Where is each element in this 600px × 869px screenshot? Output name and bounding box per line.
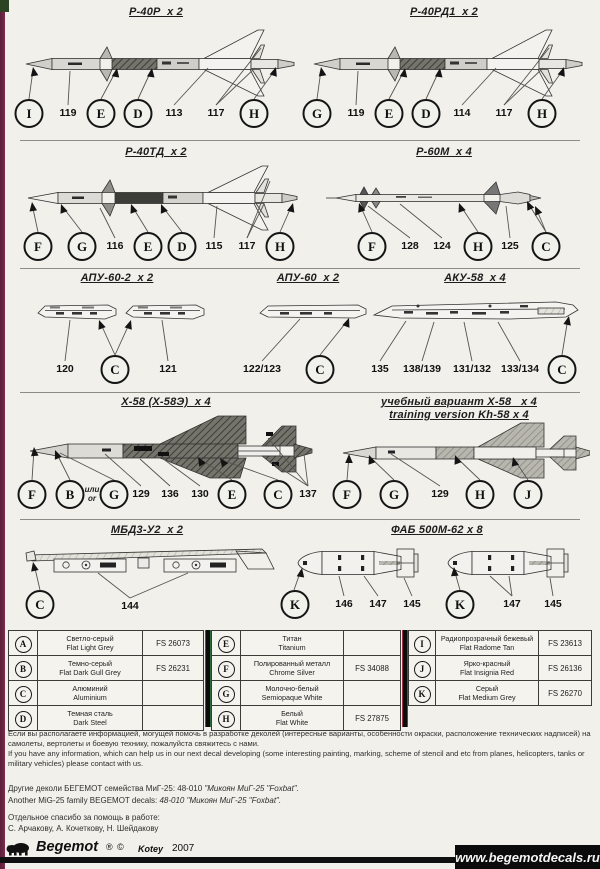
callout-letter: H — [466, 480, 495, 509]
callout-letter: F — [18, 480, 47, 509]
callout-letter: C — [26, 590, 55, 619]
paint-letter: D — [15, 711, 32, 728]
author-signature: Kotey — [138, 844, 164, 854]
fs-code — [344, 631, 401, 656]
paint-letter: A — [15, 636, 32, 653]
callout-letter: F — [333, 480, 362, 509]
callout-letter: G — [380, 480, 409, 509]
paint-letter: B — [15, 661, 32, 678]
section-divider — [20, 140, 580, 141]
callout-number: 145 — [544, 598, 562, 610]
callout-letter: G — [100, 480, 129, 509]
fs-code: FS 23613 — [539, 631, 592, 656]
diagram-title: МБД3-У2 x 2 — [110, 524, 184, 536]
or-label: или or — [84, 485, 100, 503]
website-link[interactable]: www.begemotdecals.ru — [455, 849, 600, 865]
paint-row: A Светло-серый Flat Light Grey FS 26073 — [9, 631, 204, 656]
diagram-title: АПУ-60 x 2 — [276, 272, 340, 284]
callout-letter: H — [528, 99, 557, 128]
paint-row: G Молочно-белый Semiopaque White — [212, 681, 401, 706]
diagram-title: Х-58 (Х-58Э) x 4 — [121, 396, 211, 408]
callout-letter: C — [532, 232, 561, 261]
callout-number: 128 — [401, 240, 419, 252]
diagram-section-aku58 — [360, 272, 590, 388]
diagram-title-ru: учебный вариант Х-58 x 4 — [381, 396, 537, 408]
callout-letter: G — [303, 99, 332, 128]
paint-table-group-3 — [408, 630, 592, 706]
paint-letter: E — [218, 636, 235, 653]
callout-letter: F — [358, 232, 387, 261]
contact-note-en: If you have any information, which can help us in our next decal developing (some interesting painting, marking, scheme of stencil and etc from planes, helicopters, tanks or military vehicles) please contact with us. — [8, 749, 585, 768]
callout-number: 119 — [59, 107, 77, 119]
callout-letter: D — [124, 99, 153, 128]
paint-letter: F — [218, 661, 235, 678]
callout-letter: H — [266, 232, 295, 261]
callout-letter: K — [446, 590, 475, 619]
paint-row: F Полированный металл Chrome Silver FS 34088 — [212, 656, 401, 681]
callout-number: 129 — [132, 488, 150, 500]
callout-number: 147 — [369, 598, 387, 610]
callout-number: 121 — [159, 363, 177, 375]
paint-table — [8, 630, 592, 728]
callout-number: 147 — [503, 598, 521, 610]
callout-letter: K — [281, 590, 310, 619]
callout-letter: E — [218, 480, 247, 509]
diagram-title: АПУ-60-2 x 2 — [80, 272, 154, 284]
callout-letter: B — [56, 480, 85, 509]
year-label: 2007 — [172, 843, 195, 854]
trademark-marks: ® © — [106, 842, 125, 852]
paint-row: E Титан Titanium — [212, 631, 401, 656]
callout-number: 135 — [371, 363, 389, 375]
section-divider — [20, 268, 580, 269]
callout-number: 117 — [207, 107, 225, 119]
callout-number: 114 — [453, 107, 471, 119]
callout-letter: C — [101, 355, 130, 384]
callout-number: 137 — [299, 488, 317, 500]
callout-letter: G — [68, 232, 97, 261]
callout-number: 130 — [191, 488, 209, 500]
fs-code — [143, 681, 204, 706]
callout-letter: H — [240, 99, 269, 128]
paint-letter: J — [414, 661, 431, 678]
fs-code: FS 27875 — [344, 706, 401, 731]
callout-letter: E — [134, 232, 163, 261]
callout-number: 117 — [495, 107, 513, 119]
diagram-section-r40rd1 — [300, 6, 588, 138]
callout-number: 131/132 — [453, 363, 491, 375]
callout-letter: J — [514, 480, 543, 509]
paint-row: H Белый Flat White FS 27875 — [212, 706, 401, 731]
callout-letter: E — [87, 99, 116, 128]
diagram-title: Р-40ТД x 2 — [125, 146, 187, 158]
callout-number: 122/123 — [243, 363, 281, 375]
other-decals-ru: Другие деколи БЕГЕМОТ семейства МиГ-25: 48-010 "Микоян МиГ-25 "Foxbat". — [8, 784, 299, 793]
paint-letter: K — [414, 686, 431, 703]
callout-number: 129 — [431, 488, 449, 500]
callout-number: 144 — [121, 600, 139, 612]
callout-letter: C — [264, 480, 293, 509]
callout-number: 136 — [161, 488, 179, 500]
callout-number: 119 — [347, 107, 365, 119]
website-band — [455, 845, 600, 869]
paint-letter: I — [414, 636, 431, 653]
paint-row: C Алюминий Aluminium — [9, 681, 204, 706]
diagram-section-mbd3 — [12, 524, 282, 628]
thanks-line-1: Отдельное спасибо за помощь в работе: — [8, 813, 160, 822]
callout-number: 133/134 — [501, 363, 539, 375]
callout-letter: F — [24, 232, 53, 261]
paint-letter: G — [218, 686, 235, 703]
callout-letter: D — [412, 99, 441, 128]
fs-code: FS 26073 — [143, 631, 204, 656]
callout-number: 117 — [238, 240, 256, 252]
kh58-training-missile-drawing — [328, 396, 590, 516]
callout-number: 145 — [403, 598, 421, 610]
diagram-title: Р-40Р x 2 — [129, 6, 183, 18]
fs-code: FS 26231 — [143, 656, 204, 681]
diagram-title: Р-60М x 4 — [416, 146, 472, 158]
mbd3-rack-drawing — [12, 524, 282, 628]
callout-letter: D — [168, 232, 197, 261]
callout-letter: H — [464, 232, 493, 261]
fs-code: FS 26136 — [539, 656, 592, 681]
fs-code — [143, 706, 204, 731]
callout-letter: C — [548, 355, 577, 384]
thanks-line-2: С. Арчакову, А. Кочеткову, Н. Шейдакову — [8, 824, 159, 833]
callout-number: 125 — [501, 240, 519, 252]
callout-number: 116 — [106, 240, 124, 252]
paint-table-group-1 — [8, 630, 204, 731]
paint-row: J Ярко-красный Flat Insignia Red FS 26136 — [409, 656, 592, 681]
section-divider — [20, 519, 580, 520]
fs-code: FS 34088 — [344, 656, 401, 681]
paint-letter: C — [15, 686, 32, 703]
paint-letter: H — [218, 711, 235, 728]
paint-table-group-2 — [211, 630, 401, 731]
diagram-section-kh58-training — [328, 396, 590, 516]
begemot-hippo-logo-icon — [6, 841, 32, 856]
callout-letter: E — [375, 99, 404, 128]
diagram-title: ФАБ 500М-62 x 8 — [391, 524, 483, 536]
diagram-title-en: training version Kh-58 x 4 — [389, 409, 529, 421]
diagram-section-fab500 — [282, 524, 592, 628]
fs-code — [344, 681, 401, 706]
diagram-section-apu602 — [12, 272, 222, 388]
paint-row: B Темно-серый Flat Dark Gull Grey FS 26231 — [9, 656, 204, 681]
callout-letter: I — [15, 99, 44, 128]
fs-code: FS 26270 — [539, 681, 592, 706]
diagram-section-r60m — [300, 146, 588, 264]
callout-number: 113 — [165, 107, 183, 119]
diagram-title: АКУ-58 x 4 — [444, 272, 506, 284]
paint-row: I Радиопрозрачный бежевый Flat Radome Tan FS 23613 — [409, 631, 592, 656]
diagram-section-kh58 — [10, 396, 322, 516]
fab500-bombs-drawing — [282, 524, 592, 628]
callout-number: 146 — [335, 598, 353, 610]
callout-number: 120 — [56, 363, 74, 375]
callout-number: 138/139 — [403, 363, 441, 375]
callout-number: 124 — [433, 240, 451, 252]
diagram-section-r40td — [12, 146, 300, 264]
paint-row: D Темная сталь Dark Steel — [9, 706, 204, 731]
contact-note-ru: Если вы располагаете информацией, могущей помочь в разработке деколей (интересные варианты, особенности окраски, расположение технических надписей) на самолеты, вертолеты и боевую технику, пожалуйста свяжитесь с нами. — [8, 729, 591, 748]
other-decals-en: Another MiG-25 family BEGEMOT decals: 48-010 "Микоян МиГ-25 "Foxbat". — [8, 796, 282, 805]
brand-name: Begemot — [36, 839, 99, 855]
section-divider — [20, 392, 580, 393]
callout-letter: C — [306, 355, 335, 384]
scan-corner-mark — [0, 0, 9, 12]
callout-number: 115 — [205, 240, 223, 252]
diagram-title: Р-40РД1 x 2 — [409, 6, 479, 18]
scan-edge-stripe — [0, 0, 5, 869]
paint-row: K Серый Flat Medium Grey FS 26270 — [409, 681, 592, 706]
diagram-section-r40p — [12, 6, 300, 138]
